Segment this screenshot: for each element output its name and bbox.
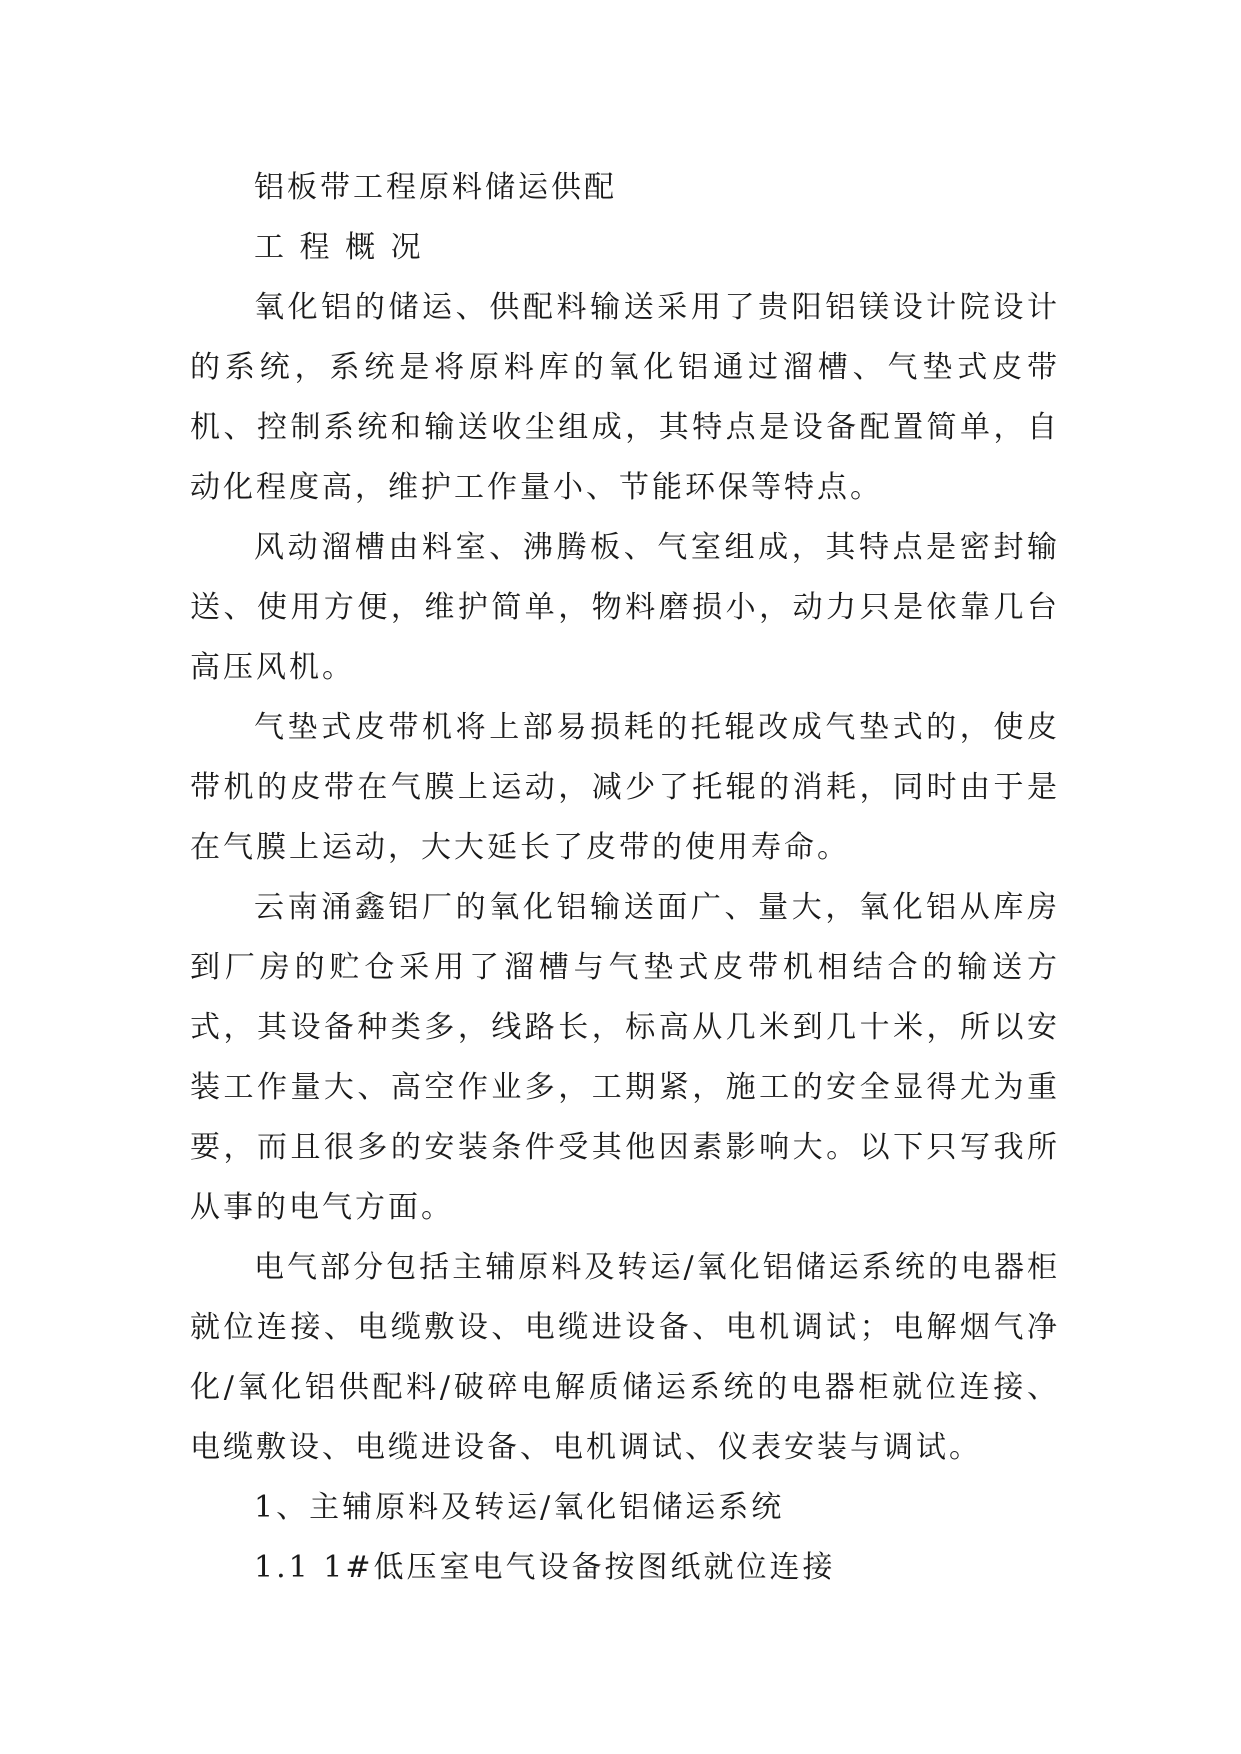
paragraph: 电气部分包括主辅原料及转运/氧化铝储运系统的电器柜就位连接、电缆敷设、电缆进设备、电机调试；电解烟气净化/氧化铝供配料/破碎电解质储运系统的电器柜就位连接、电缆敷设、电缆进设备、电机调试、仪表安装与调试。 — [190, 1250, 1060, 1465]
document-body — [190, 158, 1060, 1598]
paragraph: 云南涌鑫铝厂的氧化铝输送面广、量大，氧化铝从库房到厂房的贮仓采用了溜槽与气垫式皮带机相结合的输送方式，其设备种类多，线路长，标高从几米到几十米，所以安装工作量大、高空作业多，工期紧，施工的安全显得尤为重要，而且很多的安装条件受其他因素影响大。以下只写我所从事的电气方面。 — [190, 890, 1060, 1225]
section-heading: 工 程 概 况 — [254, 230, 424, 265]
paragraph: 氧化铝的储运、供配料输送采用了贵阳铝镁设计院设计的系统，系统是将原料库的氧化铝通过溜槽、气垫式皮带机、控制系统和输送收尘组成，其特点是设备配置简单，自动化程度高，维护工作量小、节能环保等特点。 — [190, 290, 1060, 505]
list-item-heading: 1、主辅原料及转运/氧化铝储运系统 — [254, 1490, 785, 1525]
document-title: 铝板带工程原料储运供配 — [254, 170, 617, 205]
list-subitem-heading: 1.1 1#低压室电气设备按图纸就位连接 — [254, 1550, 836, 1585]
paragraph: 气垫式皮带机将上部易损耗的托辊改成气垫式的，使皮带机的皮带在气膜上运动，减少了托辊的消耗，同时由于是在气膜上运动，大大延长了皮带的使用寿命。 — [190, 710, 1060, 865]
paragraph: 风动溜槽由料室、沸腾板、气室组成，其特点是密封输送、使用方便，维护简单，物料磨损小，动力只是依靠几台高压风机。 — [190, 530, 1060, 685]
